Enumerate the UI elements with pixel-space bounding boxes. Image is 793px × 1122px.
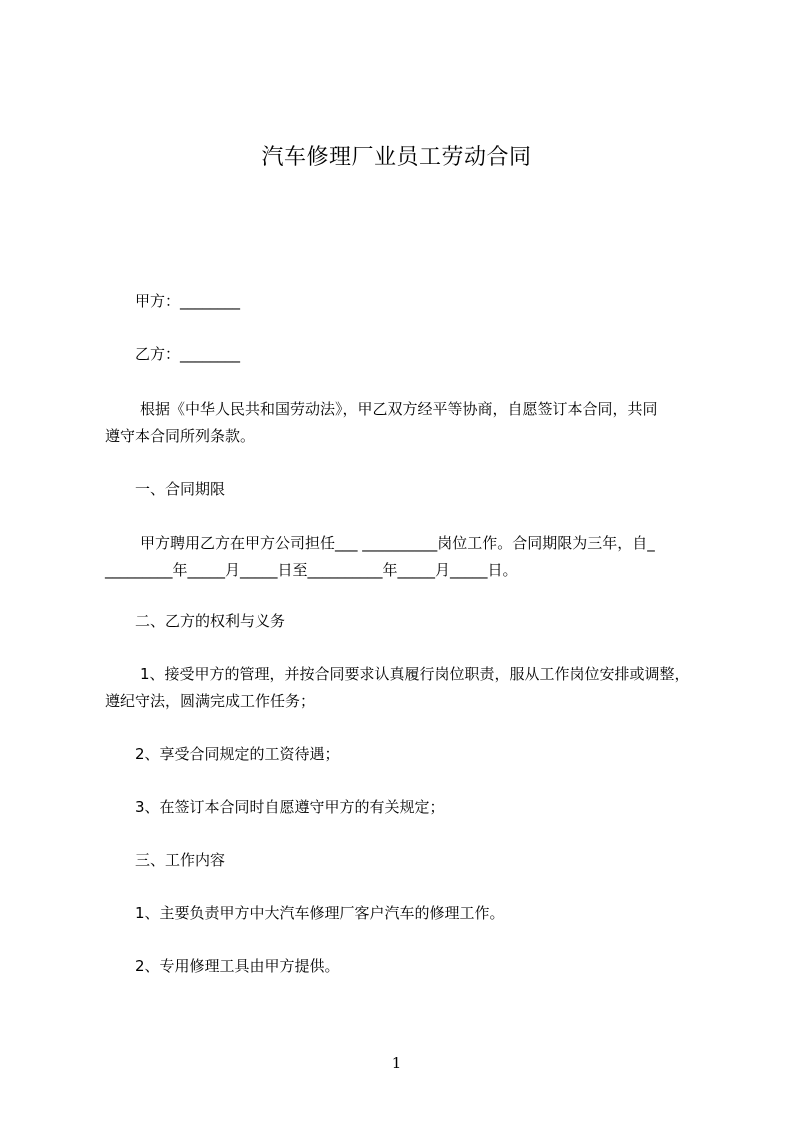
- section-2-item-3: 3、在签订本合同时自愿遵守甲方的有关规定；: [135, 798, 445, 816]
- party-b-line: 乙方：________: [135, 345, 241, 363]
- party-a-line: 甲方：________: [135, 292, 241, 310]
- preamble-line-1: 根据《中华人民共和国劳动法》，甲乙双方经平等协商，自愿签订本合同，共同: [140, 400, 658, 418]
- section-2-item-1-line-1: 1、接受甲方的管理，并按合同要求认真履行岗位职责，服从工作岗位安排或调整，: [140, 665, 690, 683]
- section-2-heading: 二、乙方的权利与义务: [135, 612, 286, 630]
- document-title: 汽车修理厂业员工劳动合同: [261, 145, 532, 170]
- section-3-item-2: 2、专用修理工具由甲方提供。: [135, 957, 340, 975]
- section-1-heading: 一、合同期限: [135, 480, 226, 498]
- page-number: 1: [391, 1054, 402, 1072]
- section-3-heading: 三、工作内容: [135, 851, 226, 869]
- section-1-line-2: _________年_____月_____日至__________年_____月_____日。: [105, 561, 518, 579]
- section-2-item-2: 2、享受合同规定的工资待遇；: [135, 745, 340, 763]
- section-2-item-1-line-2: 遵纪守法，圆满完成工作任务；: [105, 692, 316, 710]
- section-1-line-1: 甲方聘用乙方在甲方公司担任___ __________岗位工作。合同期限为三年，自_: [140, 534, 655, 552]
- preamble-line-2: 遵守本合同所列条款。: [105, 427, 256, 445]
- section-3-item-1: 1、主要负责甲方中大汽车修理厂客户汽车的修理工作。: [135, 904, 505, 922]
